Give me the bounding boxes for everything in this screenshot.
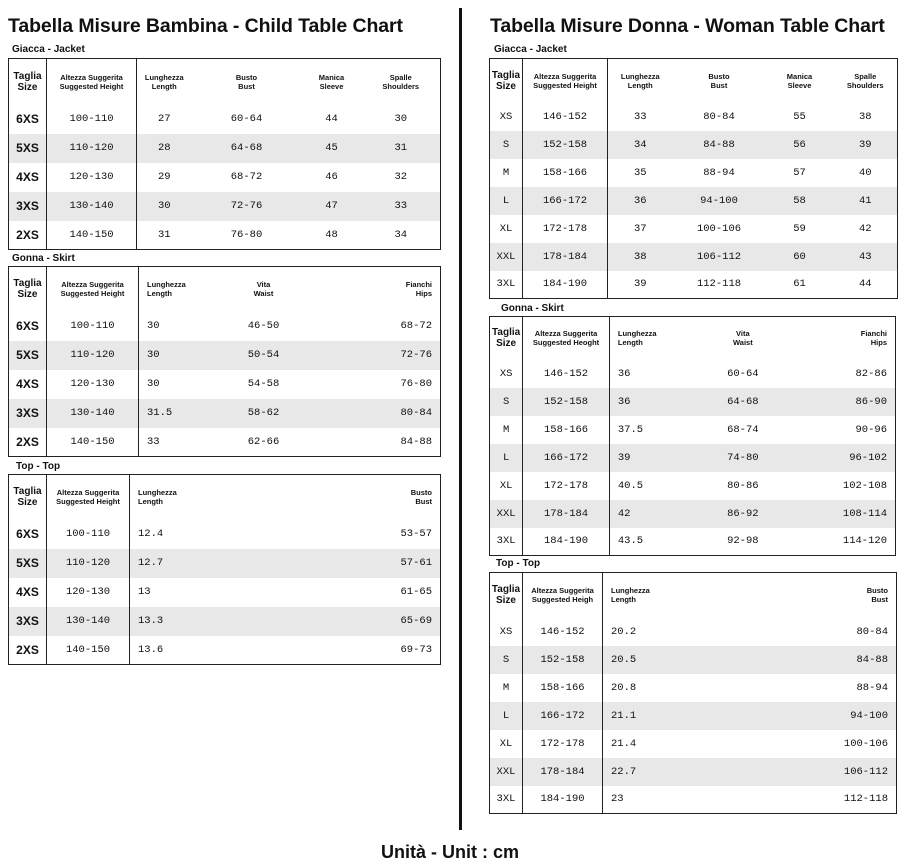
column-header: Busto Bust (708, 71, 730, 90)
table-cell: 31 (362, 134, 441, 163)
size-cell: XL (490, 472, 523, 500)
size-cell: 4XS (9, 578, 47, 607)
table-cell: 94-100 (673, 187, 766, 215)
column-header: Taglia Size (9, 59, 47, 105)
size-cell: 4XS (9, 370, 47, 399)
child-top-label: Top - Top (16, 461, 61, 472)
column-header: Lunghezza Length (620, 71, 660, 90)
table-cell: 172-178 (523, 472, 610, 500)
table-cell: 110-120 (47, 341, 139, 370)
table-row (490, 416, 896, 444)
table-cell: 120-130 (47, 163, 137, 192)
table-cell: 106-112 (683, 758, 897, 786)
size-cell: 6XS (9, 520, 47, 549)
table-cell: 80-84 (703, 110, 735, 123)
table-cell: 72-76 (192, 192, 302, 221)
table-cell: 57-61 (220, 549, 441, 578)
table-cell: 84-88 (400, 435, 432, 448)
table-row (9, 549, 441, 578)
size-cell: 3XS (9, 607, 47, 636)
table-cell: 166-172 (523, 444, 610, 472)
table-row (9, 428, 441, 457)
table-cell: 41 (834, 187, 898, 215)
table-cell: 130-140 (47, 399, 139, 428)
table-row (9, 341, 441, 370)
table-cell: 44 (325, 113, 338, 125)
table-cell: 32 (394, 171, 408, 183)
size-cell: 5XS (9, 341, 47, 370)
table-cell: 102-108 (842, 479, 887, 492)
table-cell: 28 (137, 134, 192, 163)
table-cell: 12.4 (138, 528, 164, 540)
column-header: Manica Sleeve (318, 72, 345, 91)
column-header: Taglia Size (490, 317, 523, 360)
table-cell: 46-50 (247, 320, 280, 332)
table-cell: 184-190 (523, 271, 608, 299)
table-cell: 65-69 (220, 607, 441, 636)
table-header-row (9, 267, 441, 312)
size-cell: L (490, 187, 523, 215)
table-cell: 100-106 (843, 737, 888, 750)
table-row (9, 520, 441, 549)
column-header: Spalle Shoulders (382, 72, 420, 91)
table-cell: 30 (139, 341, 194, 370)
table-cell: 12.7 (130, 549, 220, 578)
table-cell: 72-76 (334, 341, 441, 370)
table-cell: 34 (394, 228, 408, 241)
table-cell: 59 (793, 222, 806, 235)
table-cell: 36 (608, 187, 673, 215)
table-cell: 76-80 (230, 228, 263, 241)
column-header: Altezza Suggerita Suggested Height (523, 59, 608, 103)
table-row (490, 360, 896, 388)
table-cell: 84-88 (683, 646, 897, 674)
table-cell: 106-112 (673, 243, 766, 271)
column-header: Lunghezza Length (138, 488, 177, 507)
table-row (9, 163, 441, 192)
table-cell: 100-106 (696, 222, 742, 235)
size-cell: M (490, 416, 523, 444)
table-cell: 90-96 (855, 423, 887, 436)
table-row (490, 674, 897, 702)
table-cell: 64-68 (192, 134, 302, 163)
size-cell: 2XS (9, 428, 47, 457)
table-row (490, 618, 897, 646)
table-cell: 42 (609, 500, 664, 528)
table-row (490, 103, 898, 131)
size-cell: 3XL (490, 528, 523, 556)
table-row (490, 646, 897, 674)
table-row (9, 312, 441, 341)
column-header: Lunghezza Length (147, 280, 186, 299)
column-header: Altezza Suggerita Suggested Heoght (523, 317, 610, 360)
table-row (490, 131, 898, 159)
table-cell: 40.5 (617, 479, 644, 492)
table-cell: 34 (608, 131, 673, 159)
table-cell: 39 (834, 131, 898, 159)
table-cell: 146-152 (523, 618, 603, 646)
unit-note: Unità - Unit : cm (381, 842, 519, 862)
table-cell: 13 (138, 586, 151, 598)
table-cell: 40 (858, 166, 872, 179)
table-cell: 30 (137, 192, 192, 221)
child-skirt-table (8, 266, 441, 457)
table-cell: 92-98 (727, 535, 759, 548)
table-row (9, 636, 441, 665)
size-cell: 2XS (9, 221, 47, 250)
table-cell: 178-184 (523, 500, 610, 528)
table-row (490, 159, 898, 187)
size-cell: XS (490, 618, 523, 646)
size-cell: 5XS (9, 549, 47, 578)
column-header: Lunghezza Length (617, 329, 657, 348)
table-cell: 82-86 (855, 367, 887, 380)
table-cell: 22.7 (603, 758, 683, 786)
table-cell: 38 (858, 110, 872, 123)
table-cell: 13.6 (138, 643, 164, 656)
size-cell: 2XS (9, 636, 47, 665)
child-skirt-label: Gonna - Skirt (12, 253, 75, 264)
table-cell: 27 (157, 113, 171, 125)
table-row (9, 134, 441, 163)
table-cell: 35 (633, 166, 647, 179)
woman-jacket-label: Giacca - Jacket (494, 44, 567, 55)
table-cell: 62-66 (247, 435, 280, 448)
column-header: Vita Waist (732, 329, 753, 348)
size-cell: L (490, 444, 523, 472)
size-cell: S (490, 131, 523, 159)
table-row (490, 444, 896, 472)
table-cell: 38 (608, 243, 673, 271)
table-cell: 33 (362, 192, 441, 221)
size-cell: M (490, 674, 523, 702)
table-cell: 88-94 (856, 681, 888, 694)
table-cell: 130-140 (47, 607, 130, 636)
table-cell: 61-65 (400, 586, 432, 598)
column-header: Altezza Suggerita Suggested Height (47, 59, 137, 105)
table-cell: 56 (766, 131, 834, 159)
table-cell: 60-64 (230, 113, 263, 125)
table-row (490, 786, 897, 814)
table-cell: 47 (302, 192, 362, 221)
table-cell: 31 (157, 228, 171, 241)
table-cell: 166-172 (523, 702, 603, 730)
column-header: Taglia Size (490, 59, 523, 103)
table-header-row (490, 317, 896, 360)
table-row (9, 105, 441, 134)
table-cell: 158-166 (523, 159, 608, 187)
table-cell: 152-158 (523, 131, 608, 159)
column-header: Busto Bust (235, 72, 258, 91)
table-cell: 44 (858, 278, 872, 291)
table-cell: 60 (766, 243, 834, 271)
table-cell: 86-90 (821, 388, 896, 416)
table-cell: 178-184 (523, 243, 608, 271)
column-header: Taglia Size (9, 267, 47, 312)
table-row (9, 370, 441, 399)
table-cell: 110-120 (47, 549, 130, 578)
column-header: Fianchi Hips (860, 329, 887, 348)
size-cell: XXL (490, 500, 523, 528)
table-cell: 43.5 (617, 535, 644, 548)
table-cell: 30 (394, 113, 408, 125)
table-cell: 31.5 (139, 399, 194, 428)
table-cell: 108-114 (821, 500, 896, 528)
table-cell: 20.8 (611, 681, 637, 694)
table-cell: 84-88 (673, 131, 766, 159)
table-row (9, 192, 441, 221)
child-jacket-table (8, 58, 441, 250)
table-cell: 68-72 (400, 320, 432, 332)
table-cell: 21.1 (603, 702, 683, 730)
size-cell: XXL (490, 243, 523, 271)
table-cell: 100-110 (47, 520, 130, 549)
table-cell: 120-130 (47, 370, 139, 399)
table-cell: 36 (617, 367, 631, 380)
table-cell: 146-152 (523, 360, 610, 388)
woman-jacket-table (489, 58, 898, 299)
table-cell: 39 (633, 278, 647, 291)
table-row (490, 215, 898, 243)
column-header: Busto Bust (866, 586, 888, 605)
center-divider (459, 8, 462, 830)
column-header: Spalle Shoulders (846, 71, 884, 90)
table-cell: 152-158 (523, 646, 603, 674)
table-cell: 46 (325, 171, 338, 183)
table-cell: 80-84 (334, 399, 441, 428)
table-header-row (9, 59, 441, 105)
child-chart-title: Tabella Misure Bambina - Child Table Chart (8, 15, 403, 37)
table-row (490, 528, 896, 556)
size-cell: 6XS (9, 105, 47, 134)
column-header: Altezza Suggerita Suggested Height (47, 475, 130, 520)
table-cell: 37 (633, 222, 647, 235)
table-cell: 58 (766, 187, 834, 215)
size-cell: 3XS (9, 192, 47, 221)
table-header-row (490, 59, 898, 103)
woman-skirt-label: Gonna - Skirt (501, 303, 564, 314)
size-cell: M (490, 159, 523, 187)
table-cell: 130-140 (47, 192, 137, 221)
table-cell: 20.2 (611, 625, 637, 638)
table-row (490, 472, 896, 500)
column-header: Taglia Size (490, 573, 523, 618)
table-cell: 43 (834, 243, 898, 271)
table-cell: 100-110 (47, 312, 139, 341)
column-header: Manica Sleeve (786, 71, 813, 90)
column-header: Busto Bust (410, 488, 432, 507)
table-cell: 69-73 (400, 643, 432, 656)
table-cell: 74-80 (665, 444, 821, 472)
table-cell: 80-86 (727, 479, 759, 492)
table-cell: 53-57 (400, 528, 432, 540)
table-cell: 64-68 (665, 388, 821, 416)
size-cell: 4XS (9, 163, 47, 192)
size-cell: 3XS (9, 399, 47, 428)
table-cell: 114-120 (842, 535, 887, 548)
table-cell: 39 (609, 444, 664, 472)
table-cell: 45 (302, 134, 362, 163)
table-cell: 100-110 (47, 105, 137, 134)
table-cell: 50-54 (194, 341, 334, 370)
table-cell: 152-158 (523, 388, 610, 416)
table-row (9, 607, 441, 636)
table-cell: 140-150 (47, 428, 139, 457)
table-cell: 120-130 (47, 578, 130, 607)
table-row (9, 221, 441, 250)
table-cell: 146-152 (523, 103, 608, 131)
column-header: Fianchi Hips (405, 280, 432, 299)
table-cell: 37.5 (617, 423, 644, 436)
table-row (490, 243, 898, 271)
table-cell: 110-120 (47, 134, 137, 163)
table-cell: 23 (611, 793, 624, 806)
size-cell: XXL (490, 758, 523, 786)
table-cell: 42 (858, 222, 872, 235)
table-row (490, 500, 896, 528)
woman-skirt-table (489, 316, 896, 556)
table-cell: 68-74 (727, 423, 759, 436)
column-header: Taglia Size (9, 475, 47, 520)
table-cell: 86-92 (665, 500, 821, 528)
table-cell: 140-150 (47, 636, 130, 665)
table-cell: 96-102 (821, 444, 896, 472)
column-header: Altezza Suggerita Suggested Height (47, 267, 139, 312)
table-row (490, 388, 896, 416)
size-cell: 3XL (490, 786, 523, 814)
table-cell: 13.3 (130, 607, 220, 636)
table-header-row (490, 573, 897, 618)
table-cell: 61 (793, 278, 806, 291)
woman-top-table (489, 572, 897, 814)
size-cell: 6XS (9, 312, 47, 341)
table-row (9, 578, 441, 607)
table-row (490, 730, 897, 758)
column-header: Altezza Suggerita Suggested Heigh (523, 573, 603, 618)
table-cell: 58-62 (194, 399, 334, 428)
size-cell: L (490, 702, 523, 730)
column-header: Lunghezza Length (144, 72, 184, 91)
table-header-row (9, 475, 441, 520)
table-cell: 30 (147, 378, 160, 390)
table-cell: 178-184 (523, 758, 603, 786)
table-cell: 184-190 (523, 786, 603, 814)
table-row (490, 271, 898, 299)
table-cell: 48 (325, 228, 338, 241)
table-row (9, 399, 441, 428)
woman-chart-title: Tabella Misure Donna - Woman Table Chart (490, 15, 885, 37)
table-cell: 30 (147, 320, 160, 332)
size-cell: 5XS (9, 134, 47, 163)
table-cell: 94-100 (683, 702, 897, 730)
table-row (490, 702, 897, 730)
table-cell: 88-94 (703, 166, 735, 179)
table-cell: 33 (147, 435, 160, 448)
table-cell: 21.4 (611, 737, 637, 750)
table-cell: 112-118 (843, 793, 888, 806)
child-jacket-label: Giacca - Jacket (12, 44, 85, 55)
size-cell: 3XL (490, 271, 523, 299)
woman-top-label: Top - Top (496, 558, 541, 569)
size-cell: XL (490, 215, 523, 243)
table-cell: 54-58 (247, 378, 280, 390)
table-cell: 76-80 (400, 378, 432, 390)
table-cell: 68-72 (230, 171, 263, 183)
table-cell: 80-84 (856, 625, 888, 638)
table-cell: 172-178 (523, 215, 608, 243)
table-cell: 112-118 (696, 278, 742, 291)
table-cell: 33 (633, 110, 647, 123)
table-row (490, 187, 898, 215)
size-cell: S (490, 388, 523, 416)
table-cell: 20.5 (603, 646, 683, 674)
child-top-table (8, 474, 441, 665)
size-cell: XS (490, 360, 523, 388)
table-cell: 140-150 (47, 221, 137, 250)
table-cell: 184-190 (523, 528, 610, 556)
table-cell: 36 (609, 388, 664, 416)
table-cell: 158-166 (523, 416, 610, 444)
column-header: Vita Waist (253, 280, 274, 299)
column-header: Lunghezza Length (611, 586, 650, 605)
table-cell: 55 (793, 110, 806, 123)
size-cell: XL (490, 730, 523, 758)
table-cell: 60-64 (727, 367, 759, 380)
table-row (490, 758, 897, 786)
table-cell: 29 (157, 171, 171, 183)
table-cell: 166-172 (523, 187, 608, 215)
table-cell: 172-178 (523, 730, 603, 758)
table-cell: 158-166 (523, 674, 603, 702)
size-cell: S (490, 646, 523, 674)
size-cell: XS (490, 103, 523, 131)
table-cell: 57 (793, 166, 806, 179)
